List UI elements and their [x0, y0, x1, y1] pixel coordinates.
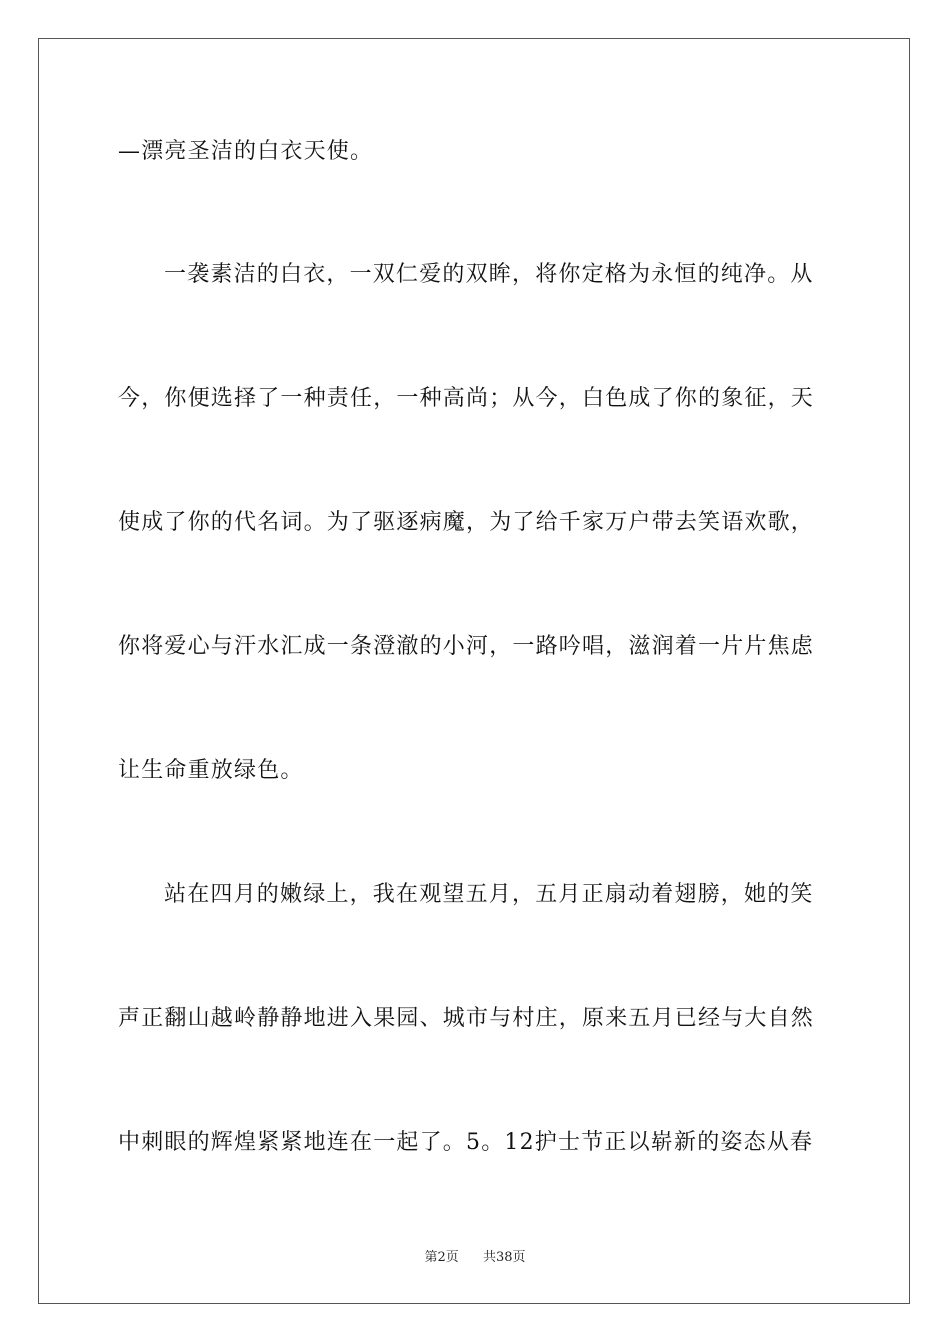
text-line: 今，你便选择了一种责任，一种高尚；从今，白色成了你的象征，天 [118, 386, 815, 411]
page-footer [0, 1246, 950, 1265]
page-number: 第2页 [424, 1250, 459, 1265]
text-line: 中刺眼的辉煌紧紧地连在一起了。5。12护士节正以崭新的姿态从春 [118, 1130, 814, 1155]
paragraph-start-line: 一袭素洁的白衣，一双仁爱的双眸，将你定格为永恒的纯净。从 [164, 262, 814, 287]
paragraph-start-line: 站在四月的嫩绿上，我在观望五月，五月正扇动着翅膀，她的笑 [164, 882, 814, 907]
text-line: 声正翻山越岭静静地进入果园、城市与村庄，原来五月已经与大自然 [118, 1006, 815, 1031]
text-line: —漂亮圣洁的白衣天使。 [118, 139, 374, 164]
text-line: 使成了你的代名词。为了驱逐病魔，为了给千家万户带去笑语欢歌， [118, 510, 815, 535]
total-pages: 共38页 [483, 1250, 526, 1265]
page-border [38, 38, 910, 1304]
text-line: 你将爱心与汗水汇成一条澄澈的小河，一路吟唱，滋润着一片片焦虑 [118, 634, 815, 659]
text-line: 让生命重放绿色。 [118, 758, 304, 783]
